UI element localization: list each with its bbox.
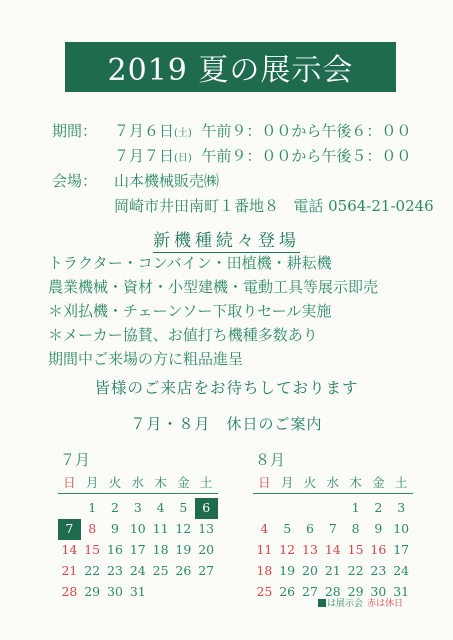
calendar-week [58, 519, 218, 540]
calendar-day: 23 [107, 563, 123, 578]
calendar-day: 29 [84, 584, 101, 599]
calendar-day: 8 [88, 521, 97, 536]
calendar-day: 28 [61, 584, 78, 599]
venue-label: 会場： [52, 172, 98, 190]
time-2: 午前９：００から午後５：００ [201, 147, 412, 165]
calendar-legend [318, 596, 403, 609]
calendar-day: 31 [129, 584, 146, 599]
calendar-day: 17 [129, 542, 146, 557]
weekday-label: 水 [326, 475, 340, 490]
calendar-day [253, 498, 276, 519]
weekday-label: 日 [63, 475, 76, 490]
calendar-day: 5 [179, 500, 188, 515]
phone-number: 0564-21-0246 [328, 197, 434, 215]
schedule-label: 期間： [52, 122, 98, 140]
feature-line-4: ＊メーカー協賛、お値打ち機種多数あり [48, 326, 318, 344]
venue-line [52, 170, 219, 191]
calendar-day: 12 [175, 521, 192, 536]
phone-label: 電話 [293, 197, 324, 215]
calendar-day: 26 [279, 584, 296, 599]
calendar-week [58, 561, 218, 582]
calendar-day: 27 [302, 584, 318, 599]
calendar-day: 3 [133, 500, 142, 515]
calendar-day: 10 [393, 521, 410, 536]
calendar-day: 22 [347, 563, 364, 578]
feature-line-1: トラクター・コンバイン・田植機・耕耘機 [48, 254, 332, 272]
title-banner [65, 42, 396, 92]
legend-holiday: 赤は休日 [367, 599, 404, 609]
weekday-label: 月 [85, 475, 99, 490]
venue-name: 山本機械販売 [114, 172, 205, 190]
calendar-july [58, 449, 218, 603]
calendar-day: 31 [393, 584, 410, 599]
calendar-day: 18 [152, 542, 169, 557]
calendar-day: 25 [256, 584, 273, 599]
calendar-month-label: ７月 [60, 451, 91, 469]
calendar-day: 5 [283, 521, 292, 536]
calendar-day: 7 [328, 521, 337, 536]
calendar-day [299, 498, 322, 519]
subheading [0, 226, 453, 251]
weekday-label: 月 [280, 475, 294, 490]
calendar-day [276, 498, 299, 519]
calendar-day: 2 [111, 500, 119, 515]
calendar-week [58, 498, 218, 519]
calendar-day: 14 [61, 542, 78, 557]
schedule-line-1 [52, 120, 411, 141]
calendar-day: 3 [397, 500, 406, 515]
calendar-week [253, 498, 413, 519]
feature-line-3: ＊刈払機・チェーンソー下取りセール実施 [48, 302, 332, 320]
calendar-day: 11 [256, 542, 273, 557]
calendar-week [253, 540, 413, 561]
calendar-day: 14 [324, 542, 341, 557]
calendar-day [149, 582, 172, 603]
holiday-title: ７月・８月 休日のご案内 [130, 415, 323, 433]
calendar-day: 1 [88, 500, 97, 515]
calendar-week [253, 561, 413, 582]
feature-line-5: 期間中ご来場の方に粗品進呈 [48, 350, 244, 368]
venue-address: 岡崎市井田南町１番地８ [114, 197, 280, 215]
weekday-label: 火 [303, 475, 317, 490]
calendar-day [172, 582, 195, 603]
calendar-week [58, 582, 218, 603]
weekday-label: 木 [154, 475, 167, 490]
calendar-day: 13 [198, 521, 215, 536]
calendar-month-label: ８月 [255, 451, 286, 469]
calendar-day: 27 [198, 563, 215, 578]
calendar-day: 30 [370, 584, 387, 599]
time-1: 午前９：００から午後６：００ [201, 122, 412, 140]
calendar-day: 28 [324, 584, 341, 599]
calendar-day: 21 [324, 563, 341, 578]
address-line [52, 195, 434, 216]
calendar-day [195, 582, 218, 603]
calendar-day: 22 [84, 563, 101, 578]
weekday-header [58, 474, 218, 494]
calendar-day: 1 [351, 500, 360, 515]
calendar-day: 19 [279, 563, 296, 578]
weekday-header [253, 474, 413, 494]
dow-2: (日) [174, 153, 192, 164]
dow-1: (土) [174, 128, 192, 139]
calendar-day: 29 [347, 584, 364, 599]
venue-suffix: ㈱ [204, 172, 220, 190]
calendar-week [58, 540, 218, 561]
legend-exhibition: は展示会 [327, 599, 364, 609]
weekday-label: 土 [394, 475, 408, 490]
calendar-week [253, 519, 413, 540]
calendar-day: 21 [61, 563, 78, 578]
calendar-day: 19 [175, 542, 192, 557]
calendar-day [58, 498, 81, 519]
weekday-label: 日 [258, 475, 271, 490]
calendar-day: 9 [111, 521, 119, 536]
closing-message: 皆様のご来店をお待ちしております [94, 379, 359, 397]
date-1: ７月６日 [114, 122, 175, 140]
calendar-day: 4 [260, 521, 269, 536]
calendar-day: 20 [198, 542, 215, 557]
calendar-day: 12 [279, 542, 296, 557]
feature-line-2: 農業機械・資材・小型建機・電動工具等展示即売 [48, 278, 379, 296]
calendar-day [321, 498, 344, 519]
calendar-day: 4 [156, 500, 165, 515]
weekday-label: 金 [372, 475, 385, 490]
calendar-day: 11 [152, 521, 169, 536]
calendar-day: 8 [351, 521, 360, 536]
calendar-day: 16 [370, 542, 387, 557]
weekday-label: 土 [199, 475, 213, 490]
calendar-day: 6 [195, 498, 218, 519]
calendar-day: 10 [129, 521, 146, 536]
calendar-day: 18 [256, 563, 273, 578]
weekday-label: 木 [349, 475, 362, 490]
calendar-day: 24 [129, 563, 146, 578]
calendar-day: 13 [302, 542, 318, 557]
calendar-day: 30 [107, 584, 123, 599]
weekday-label: 金 [177, 475, 190, 490]
calendar-day: 15 [347, 542, 364, 557]
calendar-day: 16 [107, 542, 123, 557]
page-title: 2019 夏の展示会 [107, 53, 354, 88]
calendar-august [253, 449, 413, 603]
calendar-day: 25 [152, 563, 169, 578]
calendar-day: 24 [393, 563, 410, 578]
calendar-day: 7 [58, 519, 81, 540]
calendar-day: 26 [175, 563, 192, 578]
subheading-text: 新機種続々登場 [153, 231, 300, 251]
weekday-label: 火 [108, 475, 122, 490]
calendar-day: 9 [374, 521, 383, 536]
calendar-day: 17 [393, 542, 410, 557]
weekday-label: 水 [131, 475, 145, 490]
date-2: ７月７日 [114, 147, 175, 165]
schedule-line-2 [52, 145, 411, 166]
calendar-day: 23 [370, 563, 387, 578]
calendar-day: 6 [306, 521, 314, 536]
calendar-day: 2 [374, 500, 383, 515]
calendar-day: 15 [84, 542, 101, 557]
calendar-day: 20 [302, 563, 318, 578]
exhibition-swatch-icon [318, 599, 326, 607]
